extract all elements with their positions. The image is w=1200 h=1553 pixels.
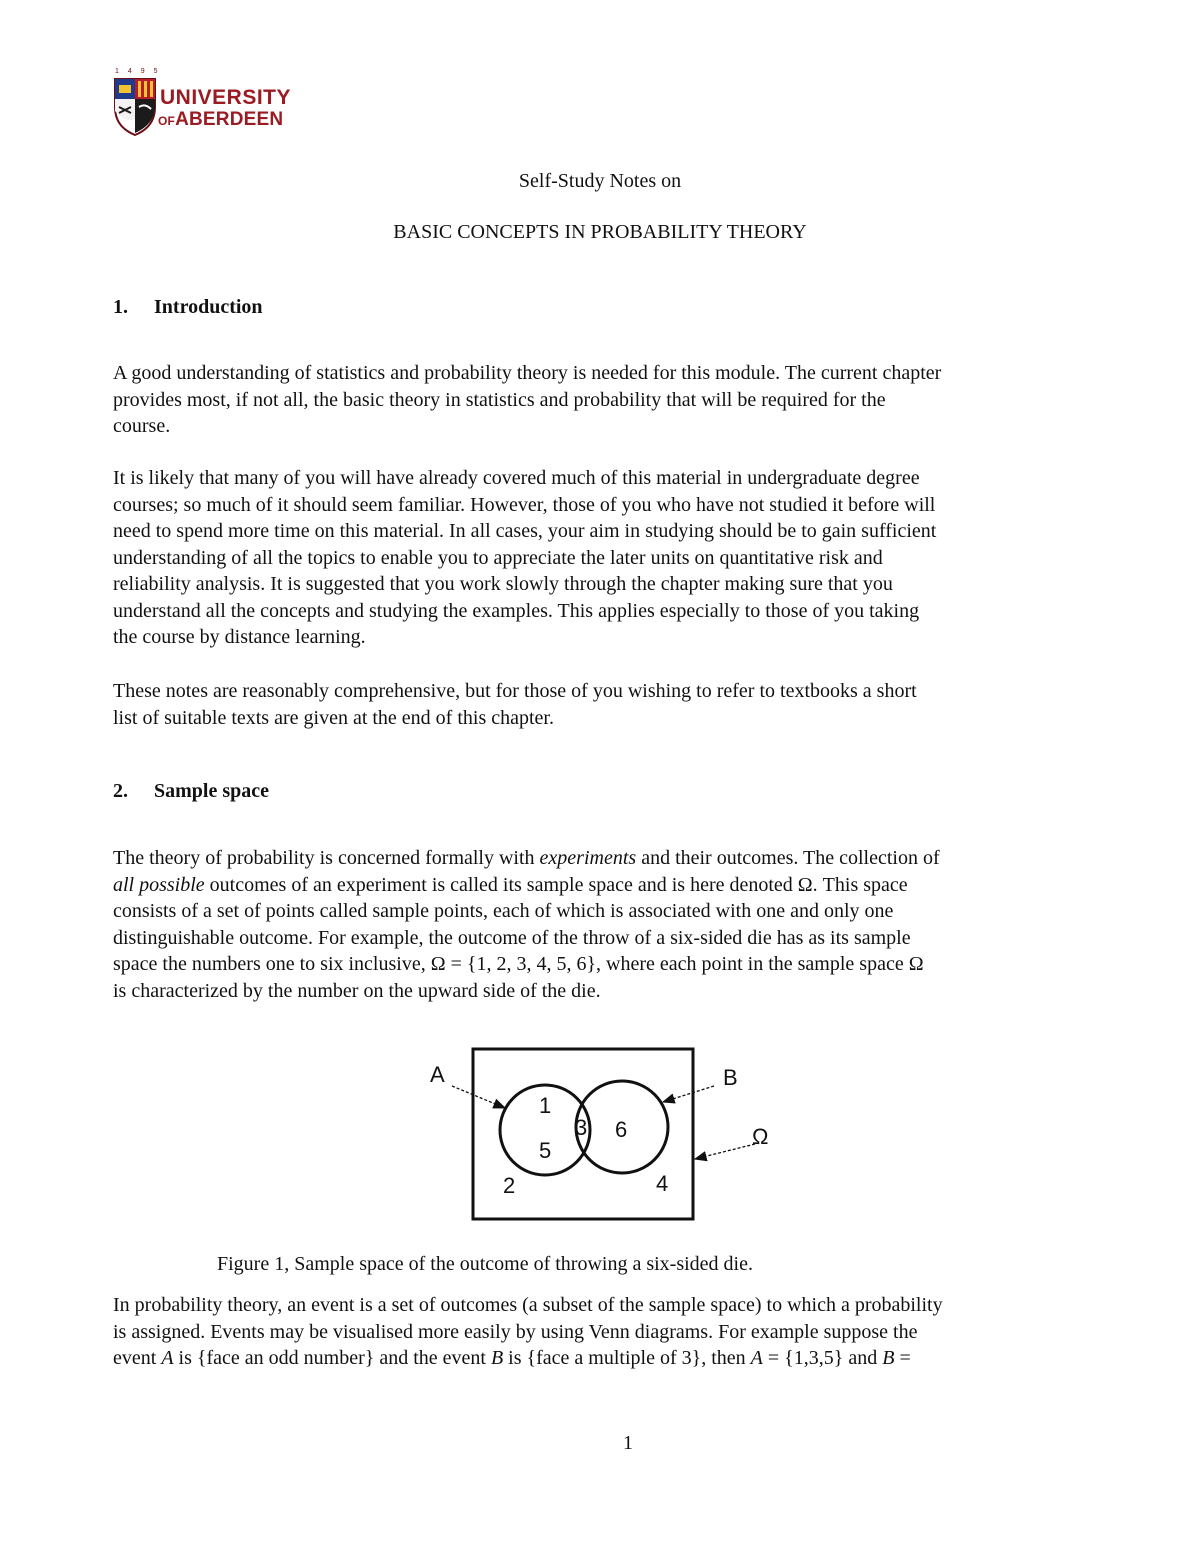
text-fragment: = [894, 1347, 911, 1369]
text-fragment: = {1,3,5} and [762, 1347, 883, 1369]
section-heading-sample-space [113, 780, 269, 803]
text-fragment: and their outcomes. The collection of [636, 847, 940, 869]
text-line: It is likely that many of you will have already covered much of this material in undergraduate degree [113, 467, 920, 489]
sample-space-paragraph [113, 845, 1103, 1004]
text-line: is characterized by the number on the upward side of the die. [113, 979, 601, 1002]
text-fragment: event [113, 1347, 162, 1369]
section-title: Introduction [154, 296, 263, 318]
logo-university-text: UNIVERSITY [160, 86, 292, 109]
intro-paragraph-1 [113, 360, 1103, 440]
venn-diagram [415, 1040, 795, 1230]
outcome-4: 4 [656, 1171, 669, 1196]
text-line: list of suitable texts are given at the end of this chapter. [113, 706, 554, 729]
document-subtitle: Self-Study Notes on [518, 170, 682, 192]
label-omega: Ω [752, 1124, 769, 1149]
section-number: 2. [113, 780, 128, 802]
logo-aberdeen-text [158, 109, 283, 132]
text-fragment: The theory of probability is concerned formally with [113, 847, 540, 869]
figure-caption: Figure 1, Sample space of the outcome of throwing a six-sided die. [217, 1253, 753, 1275]
logo-founded-year: 1495 [115, 68, 167, 75]
text-line [113, 872, 1103, 899]
university-logo [113, 68, 303, 144]
intro-paragraph-2 [113, 465, 1103, 651]
emphasis-experiments: experiments [539, 847, 637, 869]
text-line [113, 1345, 1103, 1372]
document-title: BASIC CONCEPTS IN PROBABILITY THEORY [393, 221, 807, 243]
section-heading-introduction [113, 296, 263, 319]
text-line: courses; so much of it should seem familiar. However, those of you who have not studied it before will [113, 493, 936, 516]
text-line: understanding of all the topics to enable you to appreciate the later units on quantitative risk and [113, 546, 883, 569]
text-line: the course by distance learning. [113, 626, 366, 648]
label-a: A [430, 1062, 445, 1087]
outcome-5: 5 [539, 1138, 552, 1163]
events-paragraph [113, 1292, 1103, 1372]
outcome-3: 3 [575, 1115, 588, 1140]
text-line: These notes are reasonably comprehensive, but for those of you wishing to refer to textbooks a short [113, 680, 917, 702]
arrow-a [452, 1086, 505, 1108]
logo-of-text: OF [158, 114, 176, 128]
crest-icon [113, 77, 157, 137]
text-fragment: is {face an odd number} and the event [173, 1347, 491, 1369]
text-fragment: is {face a multiple of 3}, then [503, 1347, 751, 1369]
section-number: 1. [113, 296, 128, 318]
text-line: distinguishable outcome. For example, the outcome of the throw of a six-sided die has as its sample [113, 926, 911, 949]
text-line: A good understanding of statistics and probability theory is needed for this module. The current chapter [113, 362, 942, 384]
emphasis-all-possible: all possible [113, 873, 205, 896]
text-line: In probability theory, an event is a set of outcomes (a subset of the sample space) to which a probability [113, 1294, 943, 1316]
label-b: B [723, 1065, 738, 1090]
text-line: provides most, if not all, the basic theory in statistics and probability that will be required for the [113, 388, 886, 411]
outcome-2: 2 [503, 1173, 516, 1198]
arrow-omega [695, 1144, 755, 1159]
variable-a: A [161, 1347, 174, 1369]
text-line: need to spend more time on this material. In all cases, your aim in studying should be to gain sufficient [113, 520, 937, 542]
outcome-1: 1 [539, 1093, 552, 1118]
text-line: reliability analysis. It is suggested that you work slowly through the chapter making sure that you [113, 573, 893, 595]
text-line [113, 845, 1103, 872]
variable-b: B [490, 1347, 504, 1369]
variable-a: A [750, 1347, 763, 1369]
variable-b: B [882, 1347, 895, 1369]
logo-aberdeen-name: ABERDEEN [175, 109, 284, 130]
text-line: understand all the concepts and studying the examples. This applies especially to those of you taking [113, 599, 920, 622]
text-line: space the numbers one to six inclusive, Ω = {1, 2, 3, 4, 5, 6}, where each point in the sample space Ω [113, 953, 924, 975]
section-title: Sample space [154, 780, 269, 802]
arrow-b [663, 1086, 714, 1102]
text-fragment: outcomes of an experiment is called its sample space and is here denoted Ω. This space [204, 873, 908, 896]
intro-paragraph-3 [113, 678, 1103, 731]
text-line: course. [113, 415, 171, 437]
text-line: consists of a set of points called sample points, each of which is associated with one and only one [113, 900, 894, 922]
outcome-6: 6 [615, 1117, 628, 1142]
page-number: 1 [623, 1432, 633, 1454]
text-line: is assigned. Events may be visualised more easily by using Venn diagrams. For example suppose the [113, 1320, 918, 1343]
